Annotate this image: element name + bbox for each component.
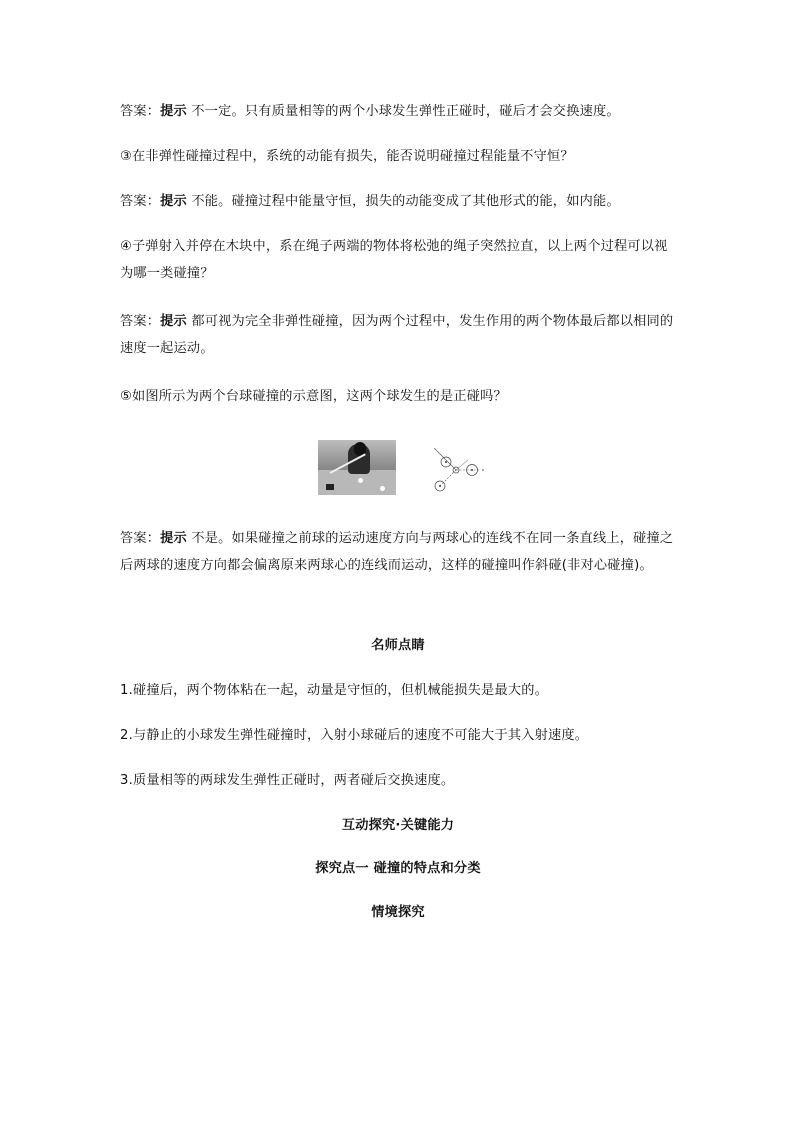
billiards-photo	[318, 440, 396, 495]
answer-label: 答案：	[120, 314, 161, 329]
question-3: ③在非弹性碰撞过程中，系统的动能有损失，能否说明碰撞过程能量不守恒？	[120, 149, 574, 164]
hint-label: 提示	[160, 531, 187, 546]
hint-label: 提示	[160, 194, 187, 209]
collision-diagram	[410, 440, 488, 496]
hint-label: 提示	[160, 104, 187, 119]
answer-2	[120, 188, 676, 215]
section-heading: 互动探究·关键能力	[341, 818, 455, 833]
tip-2: 2.与静止的小球发生弹性碰撞时，入射小球碰后的速度不可能大于其入射速度。	[120, 728, 589, 743]
tip-3: 3.质量相等的两球发生弹性正碰时，两者碰后交换速度。	[120, 773, 455, 788]
answer-label: 答案：	[120, 194, 161, 209]
answer-4	[120, 525, 676, 579]
billiards-figure	[318, 440, 488, 496]
question-4: ④子弹射入并停在木块中，系在绳子两端的物体将松弛的绳子突然拉直，以上两个过程可以视为哪一类碰撞？	[120, 239, 668, 281]
answer-text: 不一定。只有质量相等的两个小球发生弹性正碰时，碰后才会交换速度。	[186, 104, 620, 119]
question-5: ⑤如图所示为两个台球碰撞的示意图，这两个球发生的是正碰吗？	[120, 389, 507, 404]
subsection-heading: 探究点一 碰撞的特点和分类	[315, 861, 481, 876]
answer-text: 不能。碰撞过程中能量守恒，损失的动能变成了其他形式的能，如内能。	[186, 194, 620, 209]
hint-label: 提示	[160, 314, 187, 329]
answer-3	[120, 308, 676, 362]
tip-1: 1.碰撞后，两个物体粘在一起，动量是守恒的，但机械能损失是最大的。	[120, 683, 548, 698]
answer-1	[120, 98, 676, 125]
answer-text: 都可视为完全非弹性碰撞，因为两个过程中，发生作用的两个物体最后都以相同的速度一起运动。	[120, 314, 674, 356]
answer-label: 答案：	[120, 104, 161, 119]
tips-heading: 名师点睛	[371, 638, 425, 653]
answer-label: 答案：	[120, 531, 161, 546]
subsub-heading: 情境探究	[371, 905, 425, 920]
answer-text: 不是。如果碰撞之前球的运动速度方向与两球心的连线不在同一条直线上，碰撞之后两球的速度方向都会偏离原来两球心的连线而运动，这样的碰撞叫作斜碰(非对心碰撞)。	[120, 531, 674, 573]
